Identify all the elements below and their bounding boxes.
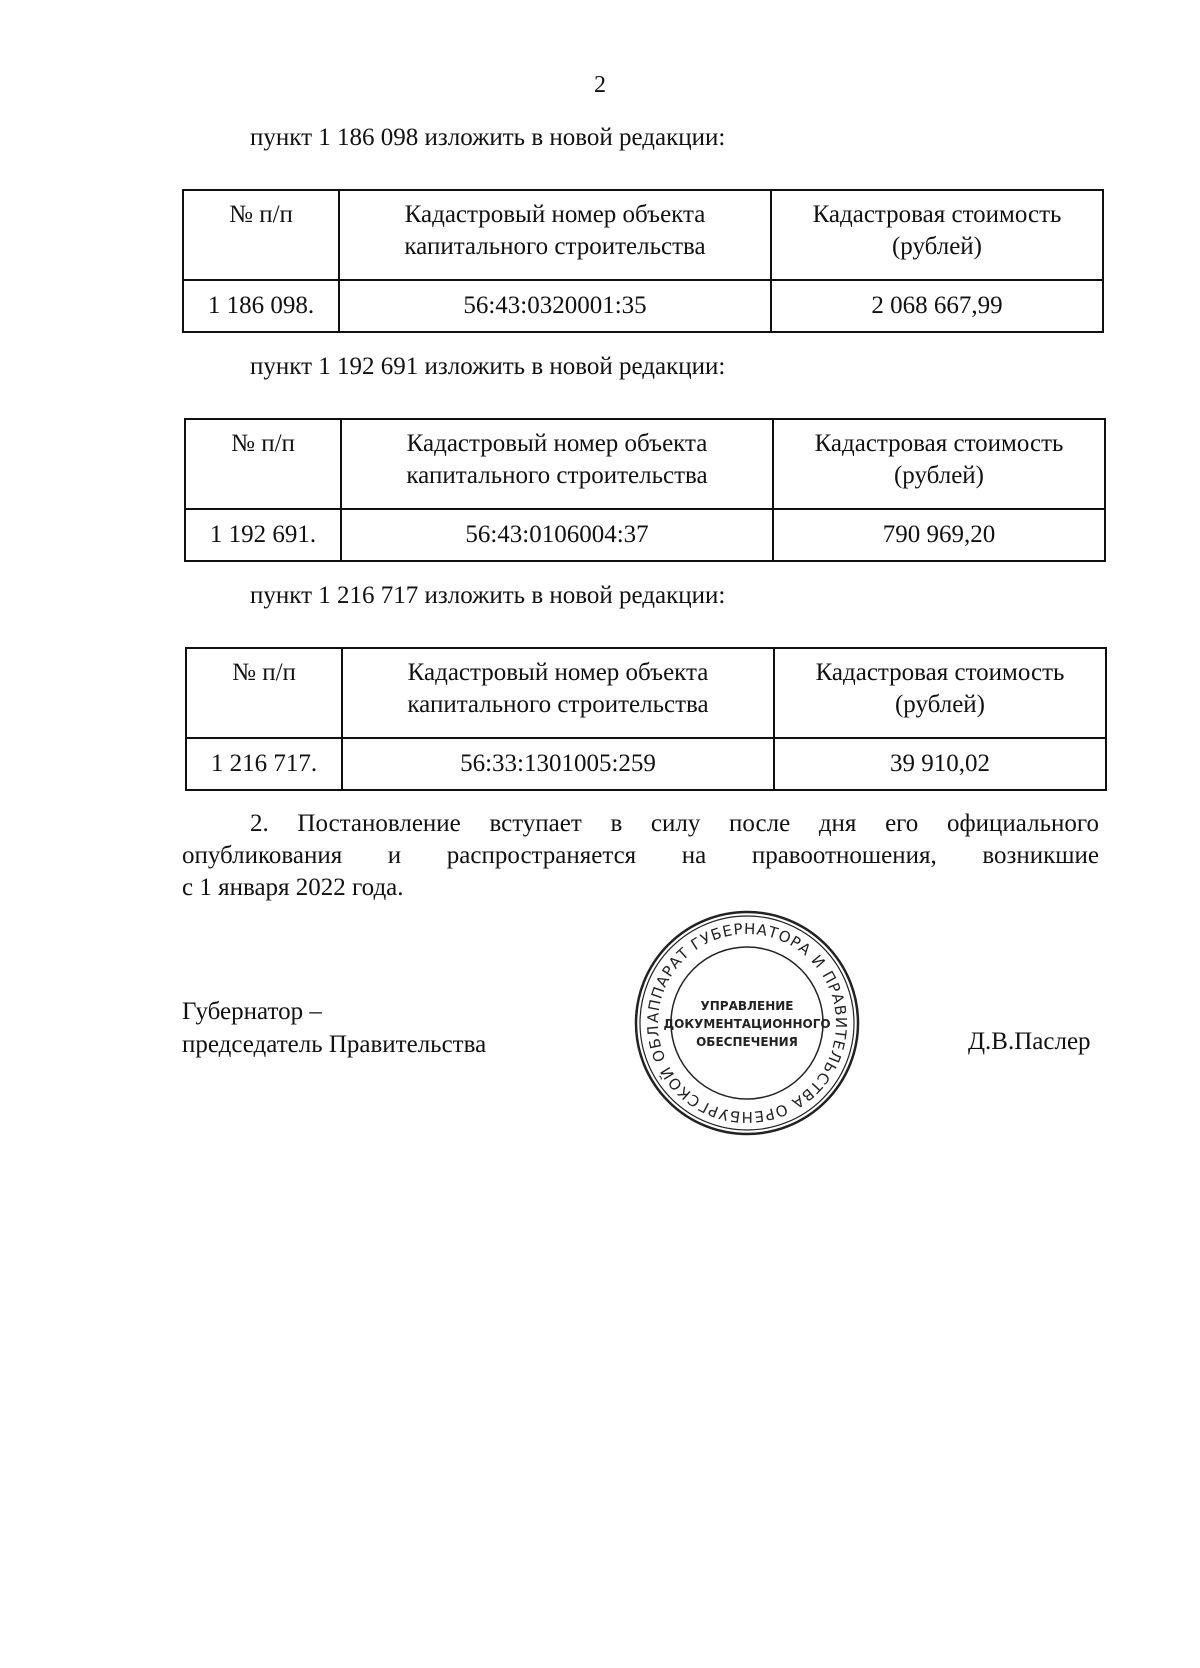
cadastre-table-3 — [185, 647, 1107, 791]
header-cost — [774, 648, 1106, 738]
table-row — [186, 738, 1106, 790]
seal-ring-text-path: АППАРАТ ГУБЕРНАТОРА И ПРАВИТЕЛЬСТВА ОРЕНБУРГСКОЙ ОБЛ — [643, 919, 851, 1127]
header-cost — [771, 190, 1103, 280]
header-num-label: № п/п — [232, 659, 296, 686]
header-cost-line2: (рублей) — [894, 691, 986, 718]
paragraph-2-line-3: с 1 января 2022 года. — [182, 874, 404, 901]
header-cost-line2: (рублей) — [893, 462, 985, 489]
header-cost — [773, 419, 1105, 509]
header-cost-line2: (рублей) — [891, 233, 983, 260]
header-num-label: № п/п — [229, 201, 293, 228]
paragraph-2 — [182, 808, 1099, 904]
seal-center-line-2: ДОКУМЕНТАЦИОННОГО — [663, 1017, 831, 1031]
header-cadastral-line1: Кадастровый номер объекта — [406, 430, 708, 457]
official-seal — [632, 908, 862, 1138]
signer-title-line-1: Губернатор – — [182, 998, 322, 1025]
header-cost-line1: Кадастровая стоимость — [812, 201, 1062, 228]
signer-name: Д.В.Паслер — [968, 1028, 1091, 1055]
header-cadastral-line1: Кадастровый номер объекта — [407, 659, 709, 686]
page-number: 2 — [594, 72, 606, 98]
table-header-row — [183, 190, 1103, 280]
header-cadastral — [341, 419, 773, 509]
cell-num: 1 216 717. — [186, 738, 342, 790]
cadastre-table-2 — [184, 418, 1106, 562]
header-cost-line1: Кадастровая стоимость — [814, 430, 1064, 457]
paragraph-2-line-2: опубликования и распространяется на правоотношения, возникшие — [182, 842, 1099, 869]
cell-num: 1 192 691. — [185, 509, 341, 561]
cell-cost: 39 910,02 — [774, 738, 1106, 790]
header-num-label: № п/п — [231, 430, 295, 457]
header-cadastral — [342, 648, 774, 738]
signer-title — [182, 995, 486, 1061]
header-num — [183, 190, 339, 280]
header-cadastral — [339, 190, 771, 280]
seal-center-line-3: ОБЕСПЕЧЕНИЯ — [696, 1035, 798, 1049]
clause-intro-3: пункт 1 216 717 изложить в новой редакции: — [250, 582, 726, 609]
table-row — [185, 509, 1105, 561]
header-cadastral-line2: капитального строительства — [407, 691, 709, 718]
cell-cost: 2 068 667,99 — [771, 280, 1103, 332]
cell-cadastral: 56:43:0320001:35 — [339, 280, 771, 332]
seal-center-line-1: УПРАВЛЕНИЕ — [700, 999, 794, 1013]
cell-num: 1 186 098. — [183, 280, 339, 332]
header-num — [185, 419, 341, 509]
header-cadastral-line2: капитального строительства — [404, 233, 706, 260]
clause-intro-2: пункт 1 192 691 изложить в новой редакции: — [250, 353, 726, 380]
cell-cost: 790 969,20 — [773, 509, 1105, 561]
cell-cadastral: 56:33:1301005:259 — [342, 738, 774, 790]
seal-graphic — [632, 908, 862, 1138]
table-header-row — [186, 648, 1106, 738]
clause-intro-1: пункт 1 186 098 изложить в новой редакции: — [250, 124, 726, 151]
header-cadastral-line2: капитального строительства — [406, 462, 708, 489]
paragraph-2-line-1: 2. Постановление вступает в силу после дня его официального — [250, 810, 1099, 837]
header-cadastral-line1: Кадастровый номер объекта — [404, 201, 706, 228]
header-num — [186, 648, 342, 738]
header-cost-line1: Кадастровая стоимость — [815, 659, 1065, 686]
cadastre-table-1 — [182, 189, 1104, 333]
signer-title-line-2: председатель Правительства — [182, 1031, 487, 1058]
cell-cadastral: 56:43:0106004:37 — [341, 509, 773, 561]
table-row — [183, 280, 1103, 332]
table-header-row — [185, 419, 1105, 509]
